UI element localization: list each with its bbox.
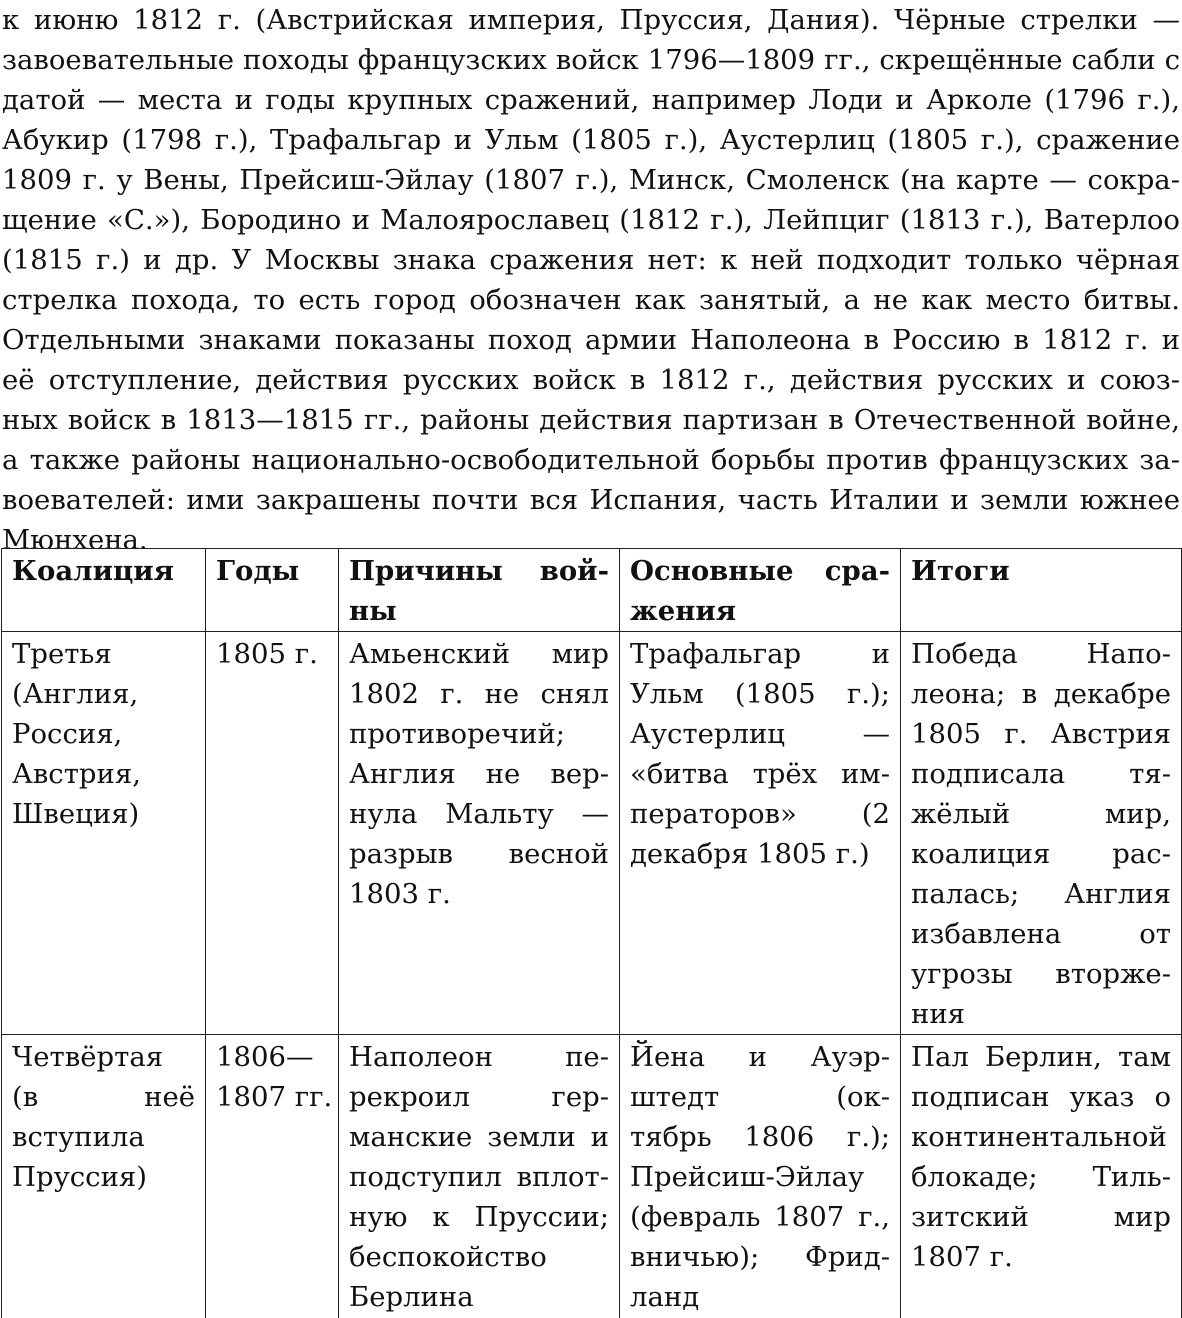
cell-line: Основные сра- <box>630 555 890 587</box>
cell-line: Годы <box>216 555 300 587</box>
cell-line: (февраль 1807 г., <box>630 1201 890 1233</box>
cell-coalition <box>2 632 206 1035</box>
cell-line: рекроил гер- <box>349 1081 609 1113</box>
cell-line: Аустерлиц — <box>630 718 890 750</box>
cell-line: ланд <box>630 1281 700 1313</box>
cell-line: Третья <box>12 638 112 670</box>
cell-line: жения <box>630 595 737 627</box>
cell-line: 1805 г. Австрия <box>911 718 1171 750</box>
cell-line: блокаде; Тиль- <box>911 1161 1171 1193</box>
cell-line: беспокойство <box>349 1241 547 1273</box>
intro-line: ных войск в 1813—1815 гг., районы действия партизан в Отечественной войне, <box>2 404 1180 436</box>
cell-line: Трафальгар и <box>630 638 890 670</box>
cell-line: Берлина <box>349 1281 474 1313</box>
cell-line: Итоги <box>911 555 1010 587</box>
cell-line: Прейсиш-Эйлау <box>630 1161 865 1193</box>
header-years <box>206 549 339 632</box>
cell-line: ны <box>349 595 397 627</box>
cell-line: коалиция рас- <box>911 838 1171 870</box>
header-causes <box>339 549 620 632</box>
intro-line: щение «С.»), Бородино и Малоярославец (1812 г.), Лейпциг (1813 г.), Ватерлоо <box>2 204 1180 236</box>
cell-battles <box>620 1035 901 1318</box>
cell-causes <box>339 632 620 1035</box>
cell-line: тябрь 1806 г.); <box>630 1121 890 1153</box>
intro-line: Абукир (1798 г.), Трафальгар и Ульм (1805 г.), Аустерлиц (1805 г.), сражение <box>2 124 1180 156</box>
cell-results <box>901 1035 1182 1318</box>
intro-line: Отдельными знаками показаны поход армии Наполеона в Россию в 1812 г. и <box>2 324 1180 356</box>
cell-line: жёлый мир, <box>911 798 1171 830</box>
cell-line: 1807 гг. <box>216 1081 333 1113</box>
cell-line: 1806— <box>216 1041 314 1073</box>
cell-line: Пал Берлин, там <box>911 1041 1171 1073</box>
header-coalition <box>2 549 206 632</box>
cell-line: (Англия, <box>12 678 139 710</box>
cell-line: палась; Англия <box>911 878 1171 910</box>
cell-line: Победа Напо- <box>911 638 1171 670</box>
cell-line: «битва трёх им- <box>630 758 890 790</box>
cell-line: вступила <box>12 1121 145 1153</box>
cell-line: декабря 1805 г.) <box>630 838 870 870</box>
cell-line: манские земли и <box>349 1121 609 1153</box>
table-header-row <box>2 549 1182 632</box>
cell-line: подписала тя- <box>911 758 1171 790</box>
cell-line: вничью); Фрид- <box>630 1241 890 1273</box>
cell-line: Причины вой- <box>349 555 609 587</box>
cell-line: ператоров» (2 <box>630 798 890 830</box>
intro-line: а также районы национально-освободительной борьбы против французских за- <box>2 444 1180 476</box>
intro-line: завоевательные походы французских войск 1796—1809 гг., скрещённые сабли с <box>2 44 1180 76</box>
cell-line: 1805 г. <box>216 638 318 670</box>
cell-line: подписан указ о <box>911 1081 1171 1113</box>
cell-line: 1802 г. не снял <box>349 678 609 710</box>
table-row <box>2 632 1182 1035</box>
cell-line: 1803 г. <box>349 878 451 910</box>
cell-line: разрыв весной <box>349 838 609 870</box>
intro-line: датой — места и годы крупных сражений, например Лоди и Арколе (1796 г.), <box>2 84 1180 116</box>
cell-line: нула Мальту — <box>349 798 609 830</box>
cell-line: Амьенский мир <box>349 638 609 670</box>
intro-line: её отступление, действия русских войск в 1812 г., действия русских и союз- <box>2 364 1180 396</box>
cell-line: ную к Пруссии; <box>349 1201 609 1233</box>
cell-line: (в неё <box>12 1081 195 1113</box>
cell-line: избавлена от <box>911 918 1171 950</box>
cell-line: подступил вплот- <box>349 1161 609 1193</box>
cell-line: ния <box>911 998 966 1030</box>
cell-years <box>206 632 339 1035</box>
cell-line: Англия не вер- <box>349 758 609 790</box>
cell-years <box>206 1035 339 1318</box>
coalitions-table <box>1 548 1182 1318</box>
cell-line: Йена и Ауэр- <box>630 1041 890 1073</box>
cell-line: Швеция) <box>12 798 140 830</box>
cell-results <box>901 632 1182 1035</box>
cell-line: 1807 г. <box>911 1241 1013 1273</box>
intro-line: 1809 г. у Вены, Прейсиш-Эйлау (1807 г.), Минск, Смоленск (на карте — сокра- <box>2 164 1180 196</box>
cell-line: леона; в декабре <box>911 678 1171 710</box>
header-battles <box>620 549 901 632</box>
cell-line: угрозы вторже- <box>911 958 1171 990</box>
intro-line: (1815 г.) и др. У Москвы знака сражения нет: к ней подходит только чёрная <box>2 244 1180 276</box>
intro-line: к июню 1812 г. (Австрийская империя, Пруссия, Дания). Чёрные стрелки — <box>2 4 1180 36</box>
header-results <box>901 549 1182 632</box>
cell-coalition <box>2 1035 206 1318</box>
intro-line: стрелка похода, то есть город обозначен как занятый, а не как место битвы. <box>2 284 1180 316</box>
cell-line: Россия, <box>12 718 123 750</box>
table-row <box>2 1035 1182 1318</box>
cell-battles <box>620 632 901 1035</box>
intro-line: воевателей: ими закрашены почти вся Испания, часть Италии и земли южнее <box>2 484 1180 516</box>
cell-line: противоречий; <box>349 718 566 750</box>
cell-line: штедт (ок- <box>630 1081 890 1113</box>
cell-line: Пруссия) <box>12 1161 147 1193</box>
cell-line: зитский мир <box>911 1201 1171 1233</box>
cell-line: Коалиция <box>12 555 174 587</box>
cell-line: континентальной <box>911 1121 1167 1153</box>
cell-line: Наполеон пе- <box>349 1041 609 1073</box>
cell-line: Четвёртая <box>12 1041 164 1073</box>
cell-line: Австрия, <box>12 758 141 790</box>
cell-line: Ульм (1805 г.); <box>630 678 890 710</box>
cell-causes <box>339 1035 620 1318</box>
intro-paragraph <box>2 0 1180 548</box>
intro-line: Мюнхена. <box>2 524 148 548</box>
